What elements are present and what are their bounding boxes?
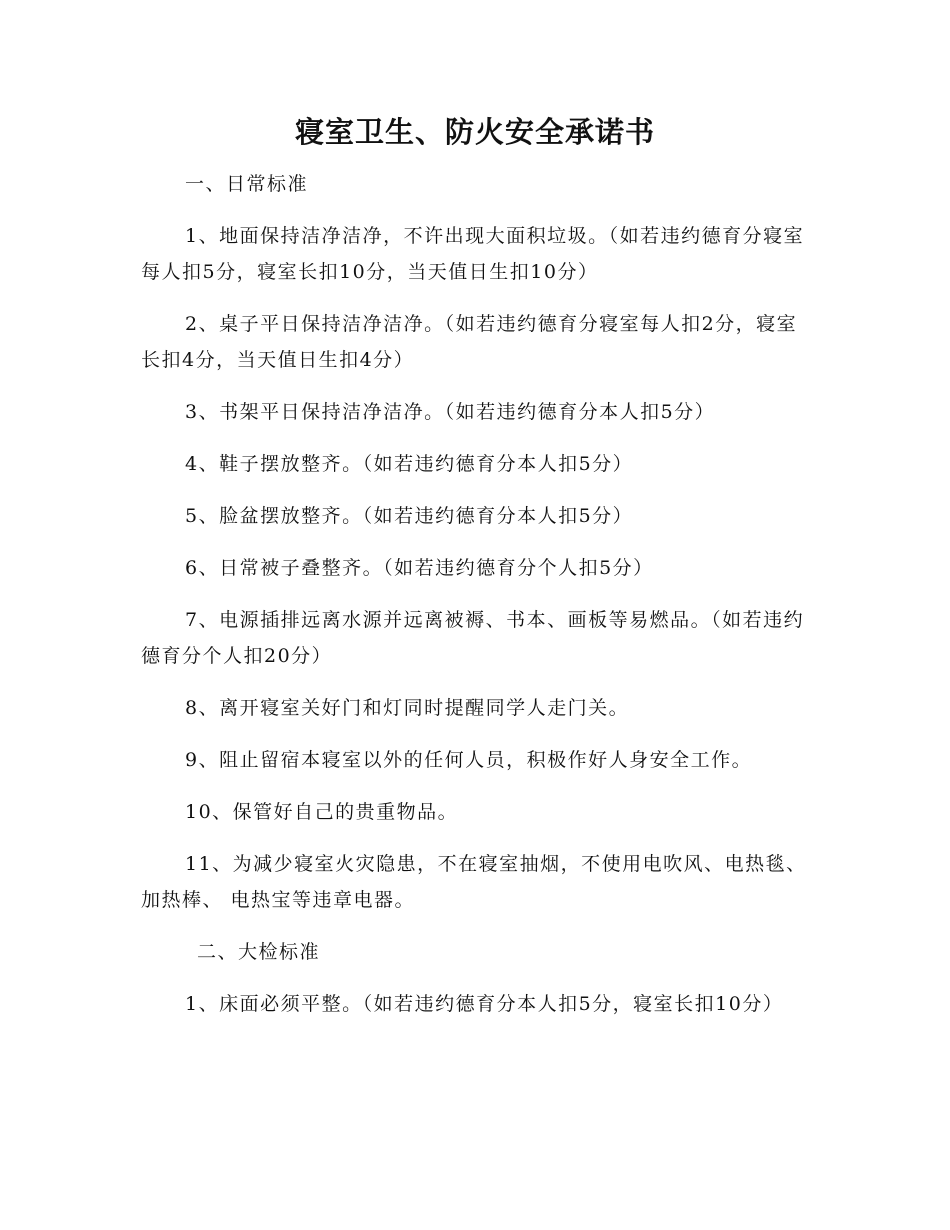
rule-item-7: 7、电源插排远离水源并远离被褥、书本、画板等易燃品。（如若违约德育分个人扣20分） xyxy=(141,609,805,667)
section-heading-daily: 一、日常标准 xyxy=(185,173,309,195)
inspection-item-1: 1、床面必须平整。（如若违约德育分本人扣5分，寝室长扣10分） xyxy=(185,993,784,1015)
rule-item-3: 3、书架平日保持洁净洁净。（如若违约德育分本人扣5分） xyxy=(185,401,716,423)
rule-item-4: 4、鞋子摆放整齐。（如若违约德育分本人扣5分） xyxy=(185,453,634,475)
rule-item-6: 6、日常被子叠整齐。（如若违约德育分个人扣5分） xyxy=(185,557,654,579)
document-body xyxy=(141,166,809,1038)
rule-item-9: 9、阻止留宿本寝室以外的任何人员，积极作好人身安全工作。 xyxy=(185,749,753,771)
rule-item-1: 1、地面保持洁净洁净，不许出现大面积垃圾。（如若违约德育分寝室每人扣5分，寝室长扣10分，当天值日生扣10分） xyxy=(141,225,805,283)
rule-item-10: 10、保管好自己的贵重物品。 xyxy=(185,801,459,823)
rule-item-11: 11、为减少寝室火灾隐患，不在寝室抽烟，不使用电吹风、电热毯、加热棒、 电热宝等违章电器。 xyxy=(141,853,807,911)
rule-item-2: 2、桌子平日保持洁净洁净。（如若违约德育分寝室每人扣2分，寝室长扣4分，当天值日生扣4分） xyxy=(141,313,798,371)
document-title: 寝室卫生、防火安全承诺书 xyxy=(294,115,655,149)
section-heading-inspection: 二、大检标准 xyxy=(197,941,321,963)
rule-item-5: 5、脸盆摆放整齐。（如若违约德育分本人扣5分） xyxy=(185,505,634,527)
rule-item-8: 8、离开寝室关好门和灯同时提醒同学人走门关。 xyxy=(185,697,630,719)
